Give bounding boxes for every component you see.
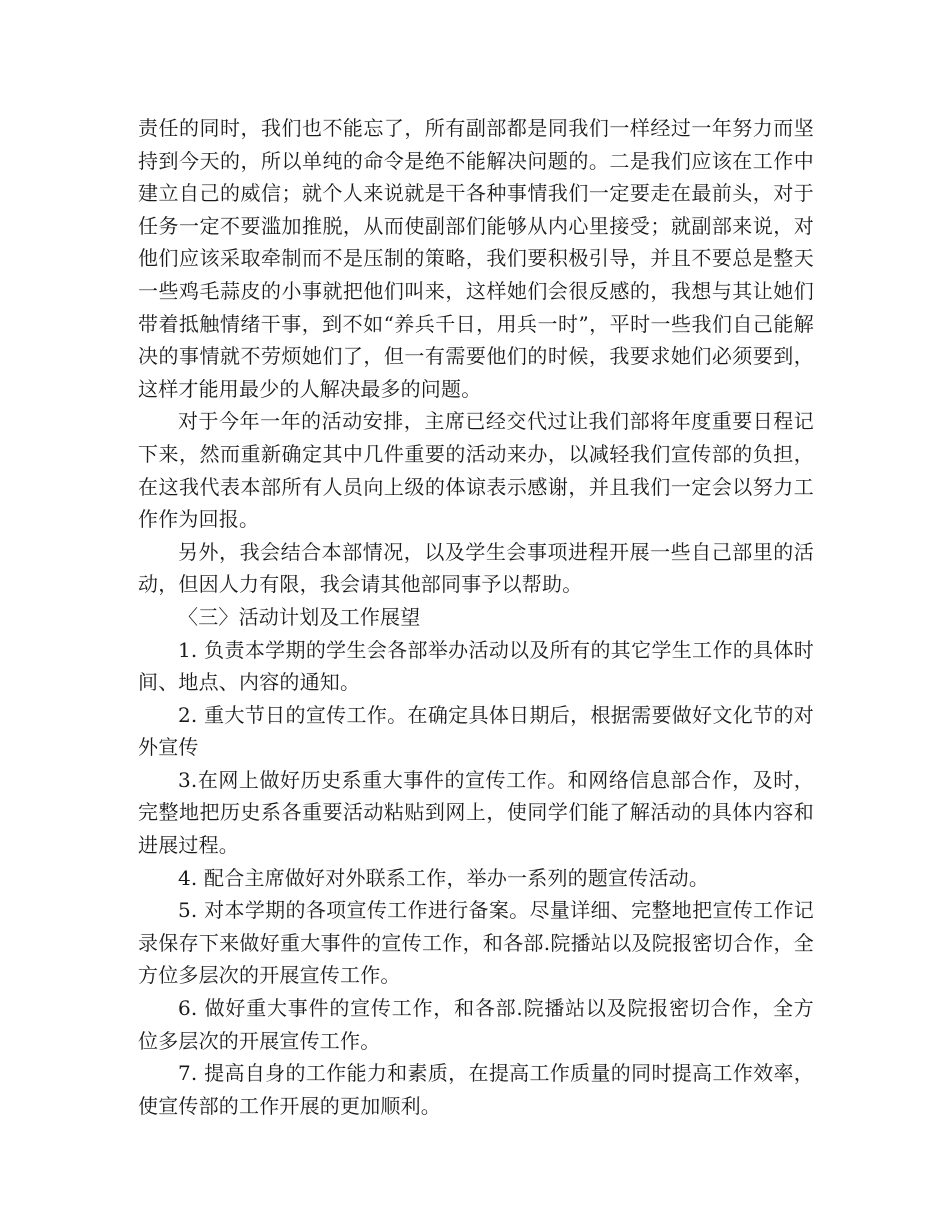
list-item-3: 3.在网上做好历史系重大事件的宣传工作。和网络信息部合作，及时，完整地把历史系各重要活动粘贴到网上，使同学们能了解活动的具体内容和进展过程。 bbox=[138, 767, 814, 858]
list-item-6: 6. 做好重大事件的宣传工作，和各部.院播站以及院报密切合作，全方位多层次的开展宣传工作。 bbox=[138, 996, 814, 1053]
list-item-4: 4. 配合主席做好对外联系工作，举办一系列的题宣传活动。 bbox=[178, 865, 710, 890]
list-item-7: 7. 提高自身的工作能力和素质，在提高工作质量的同时提高工作效率，使宣传部的工作开展的更加顺利。 bbox=[138, 1061, 814, 1118]
list-item-5: 5. 对本学期的各项宣传工作进行备案。尽量详细、完整地把宣传工作记录保存下来做好重大事件的宣传工作，和各部.院播站以及院报密切合作，全方位多层次的开展宣传工作。 bbox=[138, 898, 814, 988]
paragraph-activity-arrangement: 对于今年一年的活动安排，主席已经交代过让我们部将年度重要日程记下来，然而重新确定其中几件重要的活动来办，以减轻我们宣传部的负担，在这我代表本部所有人员向上级的体谅表示感谢，并且我们一定会以努力工作作为回报。 bbox=[138, 409, 814, 532]
document-body bbox=[138, 112, 814, 1122]
list-item-2: 2. 重大节日的宣传工作。在确定具体日期后，根据需要做好文化节的对外宣传 bbox=[138, 702, 814, 760]
list-item-1: 1. 负责本学期的学生会各部举办活动以及所有的其它学生工作的具体时间、地点、内容的通知。 bbox=[138, 637, 814, 695]
paragraph-continuation: 责任的同时，我们也不能忘了，所有副部都是同我们一样经过一年努力而坚持到今天的，所以单纯的命令是绝不能解决问题的。二是我们应该在工作中建立自己的威信；就个人来说就是干各种事情我们一定要走在最前头，对于任务一定不要滥加推脱，从而使副部们能够从内心里接受；就副部来说，对他们应该采取牵制而不是压制的策略，我们要积极引导，并且不要总是整天一些鸡毛蒜皮的小事就把他们叫来，这样她们会很反感的，我想与其让她们带着抵触情绪干事，到不如“养兵千日，用兵一时”，平时一些我们自己能解决的事情就不劳烦她们了，但一有需要他们的时候，我要求她们必须要到，这样才能用最少的人解决最多的问题。 bbox=[138, 116, 814, 401]
paragraph-additional: 另外，我会结合本部情况，以及学生会事项进程开展一些自己部里的活动，但因人力有限，我会请其他部同事予以帮助。 bbox=[138, 539, 814, 597]
section-heading-plan: 〈三〉活动计划及工作展望 bbox=[178, 604, 421, 629]
